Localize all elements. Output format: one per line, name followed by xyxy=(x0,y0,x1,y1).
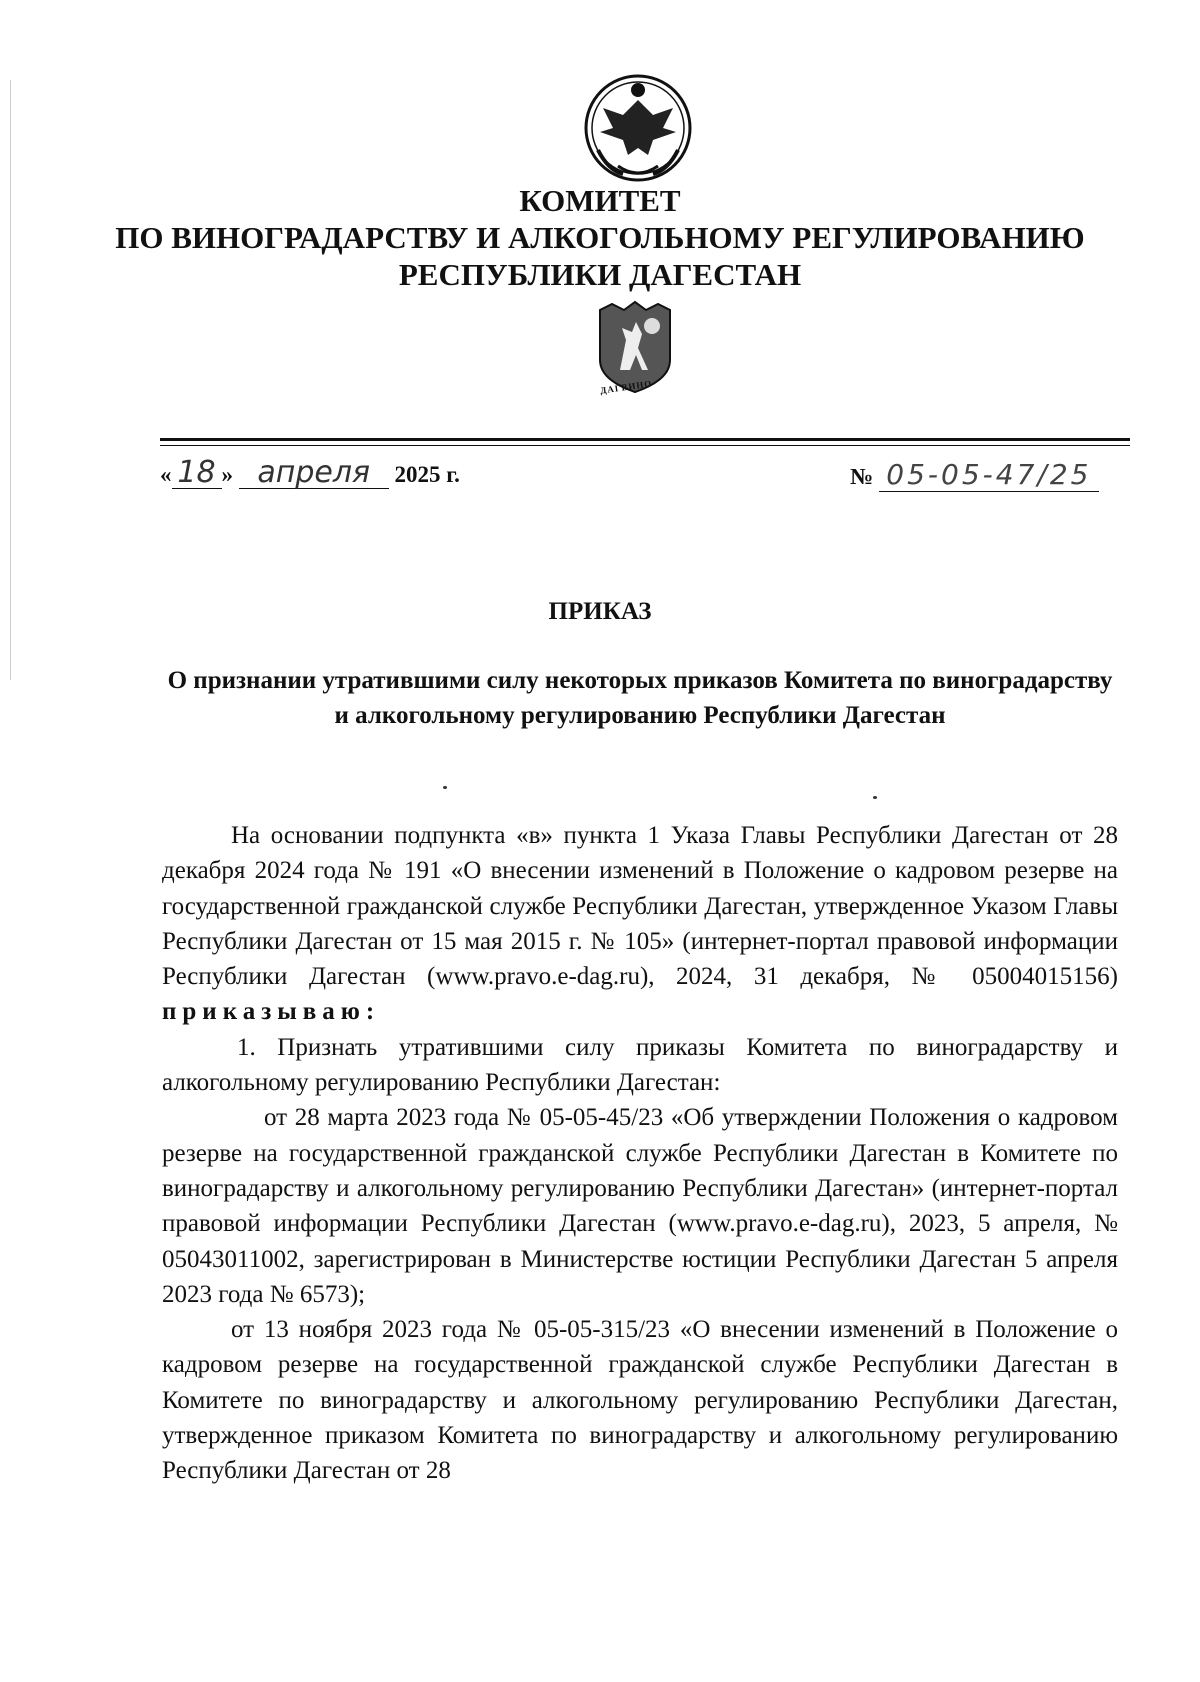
emblem-label: ДАГВИНО xyxy=(599,378,653,396)
document-subtitle: О признании утратившими силу некоторых приказов Комитета по виноградарству и алкогольному регулированию Республики Дагестан xyxy=(167,667,1113,729)
org-title-line2: ПО ВИНОГРАДАРСТВУ И АЛКОГОЛЬНОМУ РЕГУЛИРОВАНИЮ xyxy=(115,220,1085,255)
document-date: « 18 » апреля 2025 г. xyxy=(160,455,460,490)
header-rule-thin xyxy=(160,445,1130,446)
document-body xyxy=(162,818,1118,1489)
header-rule xyxy=(160,438,1130,441)
date-month: апреля xyxy=(239,458,389,489)
document-title: ПРИКАЗ xyxy=(548,598,652,625)
scan-speck xyxy=(443,786,447,789)
date-year: 2025 г. xyxy=(394,462,460,487)
scan-edge xyxy=(10,80,11,680)
number-prefix: № xyxy=(850,464,874,489)
coat-of-arms-icon xyxy=(578,70,698,190)
order-word: приказываю: xyxy=(162,998,381,1026)
scan-speck xyxy=(873,796,877,799)
document-number xyxy=(850,458,1099,492)
paragraph-item-1: 1. Признать утратившими силу приказы Комитета по виноградарству и алкогольному регулированию Республики Дагестан: xyxy=(162,1033,1118,1097)
org-title-line1: КОМИТЕТ xyxy=(519,183,681,218)
paragraph-basis xyxy=(162,818,1118,1030)
paragraph-order-ref-2: от 13 ноября 2023 года № 05-05-315/23 «О внесении изменений в Положение о кадровом резерве на государственной гражданской службе Республики Дагестан в Комитете по виноградарству и алкогольному регулированию Республики Дагестан, утвержденное приказом Комитета по виноградарству и алкогольному регулированию Республики Дагестан от 28 xyxy=(162,1316,1118,1485)
number-value: 05-05-47/25 xyxy=(879,458,1099,492)
paragraph-order-ref-1: от 28 марта 2023 года № 05-05-45/23 «Об утверждении Положения о кадровом резерве на государственной гражданской службе Республики Дагестан в Комитете по виноградарству и алкогольному регулированию Республики Дагестан» (интернет-портал правовой информации Республики Дагестан (www.pravo.e-dag.ru), 2023, 5 апреля, № 05043011002, зарегистрирован в Министерстве юстиции Республики Дагестан 5 апреля 2023 года № 6573); xyxy=(162,1104,1118,1308)
org-title-line3: РЕСПУБЛИКИ ДАГЕСТАН xyxy=(398,257,802,292)
paragraph-basis-text: На основании подпункта «в» пункта 1 Указа Главы Республики Дагестан от 28 декабря 2024 года № 191 «О внесении изменений в Положение о кадровом резерве на государственной гражданской службе Республики Дагестан, утвержденное Указом Главы Республики Дагестан от 15 мая 2015 г. № 105» (интернет-портал правовой информации Республики Дагестан (www.pravo.e-dag.ru), 2024, 31 декабря, № 05004015156) xyxy=(162,822,1118,991)
date-day: 18 xyxy=(172,458,222,489)
